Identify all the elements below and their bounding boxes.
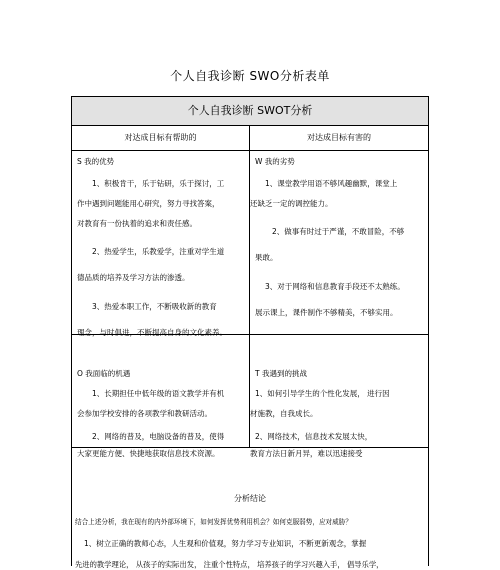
strengths-line: 1、积极肯干，乐于钻研，乐于探讨，工 <box>92 179 225 188</box>
opportunities-line: 会参加学校安排的各项教学和教研活动。 <box>77 409 212 418</box>
weaknesses-line: 1、课堂教学用语不够风趣幽默，课堂上 <box>265 179 398 188</box>
document-title: 个人自我诊断 SWO分析表单 <box>170 69 330 83</box>
opportunities-line: 大家更能方便、快捷地获取信息技术资源。 <box>77 449 220 458</box>
weaknesses-quadrant <box>250 151 428 334</box>
helpful-harmful-row <box>72 126 428 151</box>
weaknesses-line: 3、对于网络和信息教育手段还不太熟练。 <box>265 282 405 291</box>
threats-line: 2、网络技术，信息技术发展太快， <box>255 432 373 441</box>
weaknesses-heading: W 我的劣势 <box>255 157 295 166</box>
opportunities-heading: O 我面临的机遇 <box>77 369 131 378</box>
threats-heading: T 我遇到的挑战 <box>255 369 307 378</box>
weaknesses-line: 还缺乏一定的调控能力。 <box>250 199 333 208</box>
swot-table <box>71 96 429 569</box>
table-header: 个人自我诊断 SWOT分析 <box>72 97 428 126</box>
strengths-line: 德品质的培养及学习方法的渗透。 <box>77 273 190 282</box>
weaknesses-line: 果敢。 <box>255 253 278 262</box>
analysis-section <box>72 481 428 567</box>
strengths-line: 3、热爱本职工作，不断吸收新的教育 <box>92 302 217 311</box>
analysis-line: 先进的教学理论， 从孩子的实际出发， 注重个性特点， 培养孩子的学习兴趣入手， 倡导乐学， <box>75 560 384 569</box>
threats-line: 材施教，自我成长。 <box>250 409 318 418</box>
weaknesses-line: 展示课上，课件制作不够精美，不够实用。 <box>255 308 398 317</box>
analysis-line: 结合上述分析，我在现有的内外部环境下，如何发挥优势利用机会？如何克服弱势，应对威胁？ <box>75 518 352 526</box>
weaknesses-line: 2、做事有时过于严谨，不敢冒险，不够 <box>272 227 405 236</box>
opportunities-line: 2、网络的普及，电脑设备的普及，使得 <box>92 432 225 441</box>
analysis-line: 1、树立正确的教师心态，人生观和价值观，努力学习专业知识，不断更新观念，掌握 <box>84 539 367 548</box>
analysis-divider <box>72 447 428 448</box>
opportunities-quadrant <box>72 335 249 458</box>
strengths-line: 理念，与时俱进，不断提高自身的文化素养。 <box>77 328 227 337</box>
strengths-quadrant <box>72 151 249 337</box>
analysis-title: 分析结论 <box>234 494 266 503</box>
threats-quadrant <box>250 335 428 458</box>
strengths-line: 作中遇到问题能用心研究，努力寻找答案， <box>77 199 220 208</box>
harmful-label: 对达成目标有害的 <box>307 133 371 142</box>
strengths-line: 2、热爱学生，乐教爱学，注重对学生道 <box>92 247 225 256</box>
threats-line: 教育方法日新月异，难以迅速接受 <box>250 449 363 458</box>
strengths-heading: S 我的优势 <box>77 157 115 166</box>
threats-line: 1、如何引导学生的个性化发展， 进行因 <box>255 389 390 398</box>
strengths-line: 对教育有一份执着的追求和责任感。 <box>77 219 197 228</box>
helpful-label: 对达成目标有帮助的 <box>72 126 250 150</box>
opportunities-line: 1、长期担任中低年级的语文教学并有机 <box>92 389 225 398</box>
